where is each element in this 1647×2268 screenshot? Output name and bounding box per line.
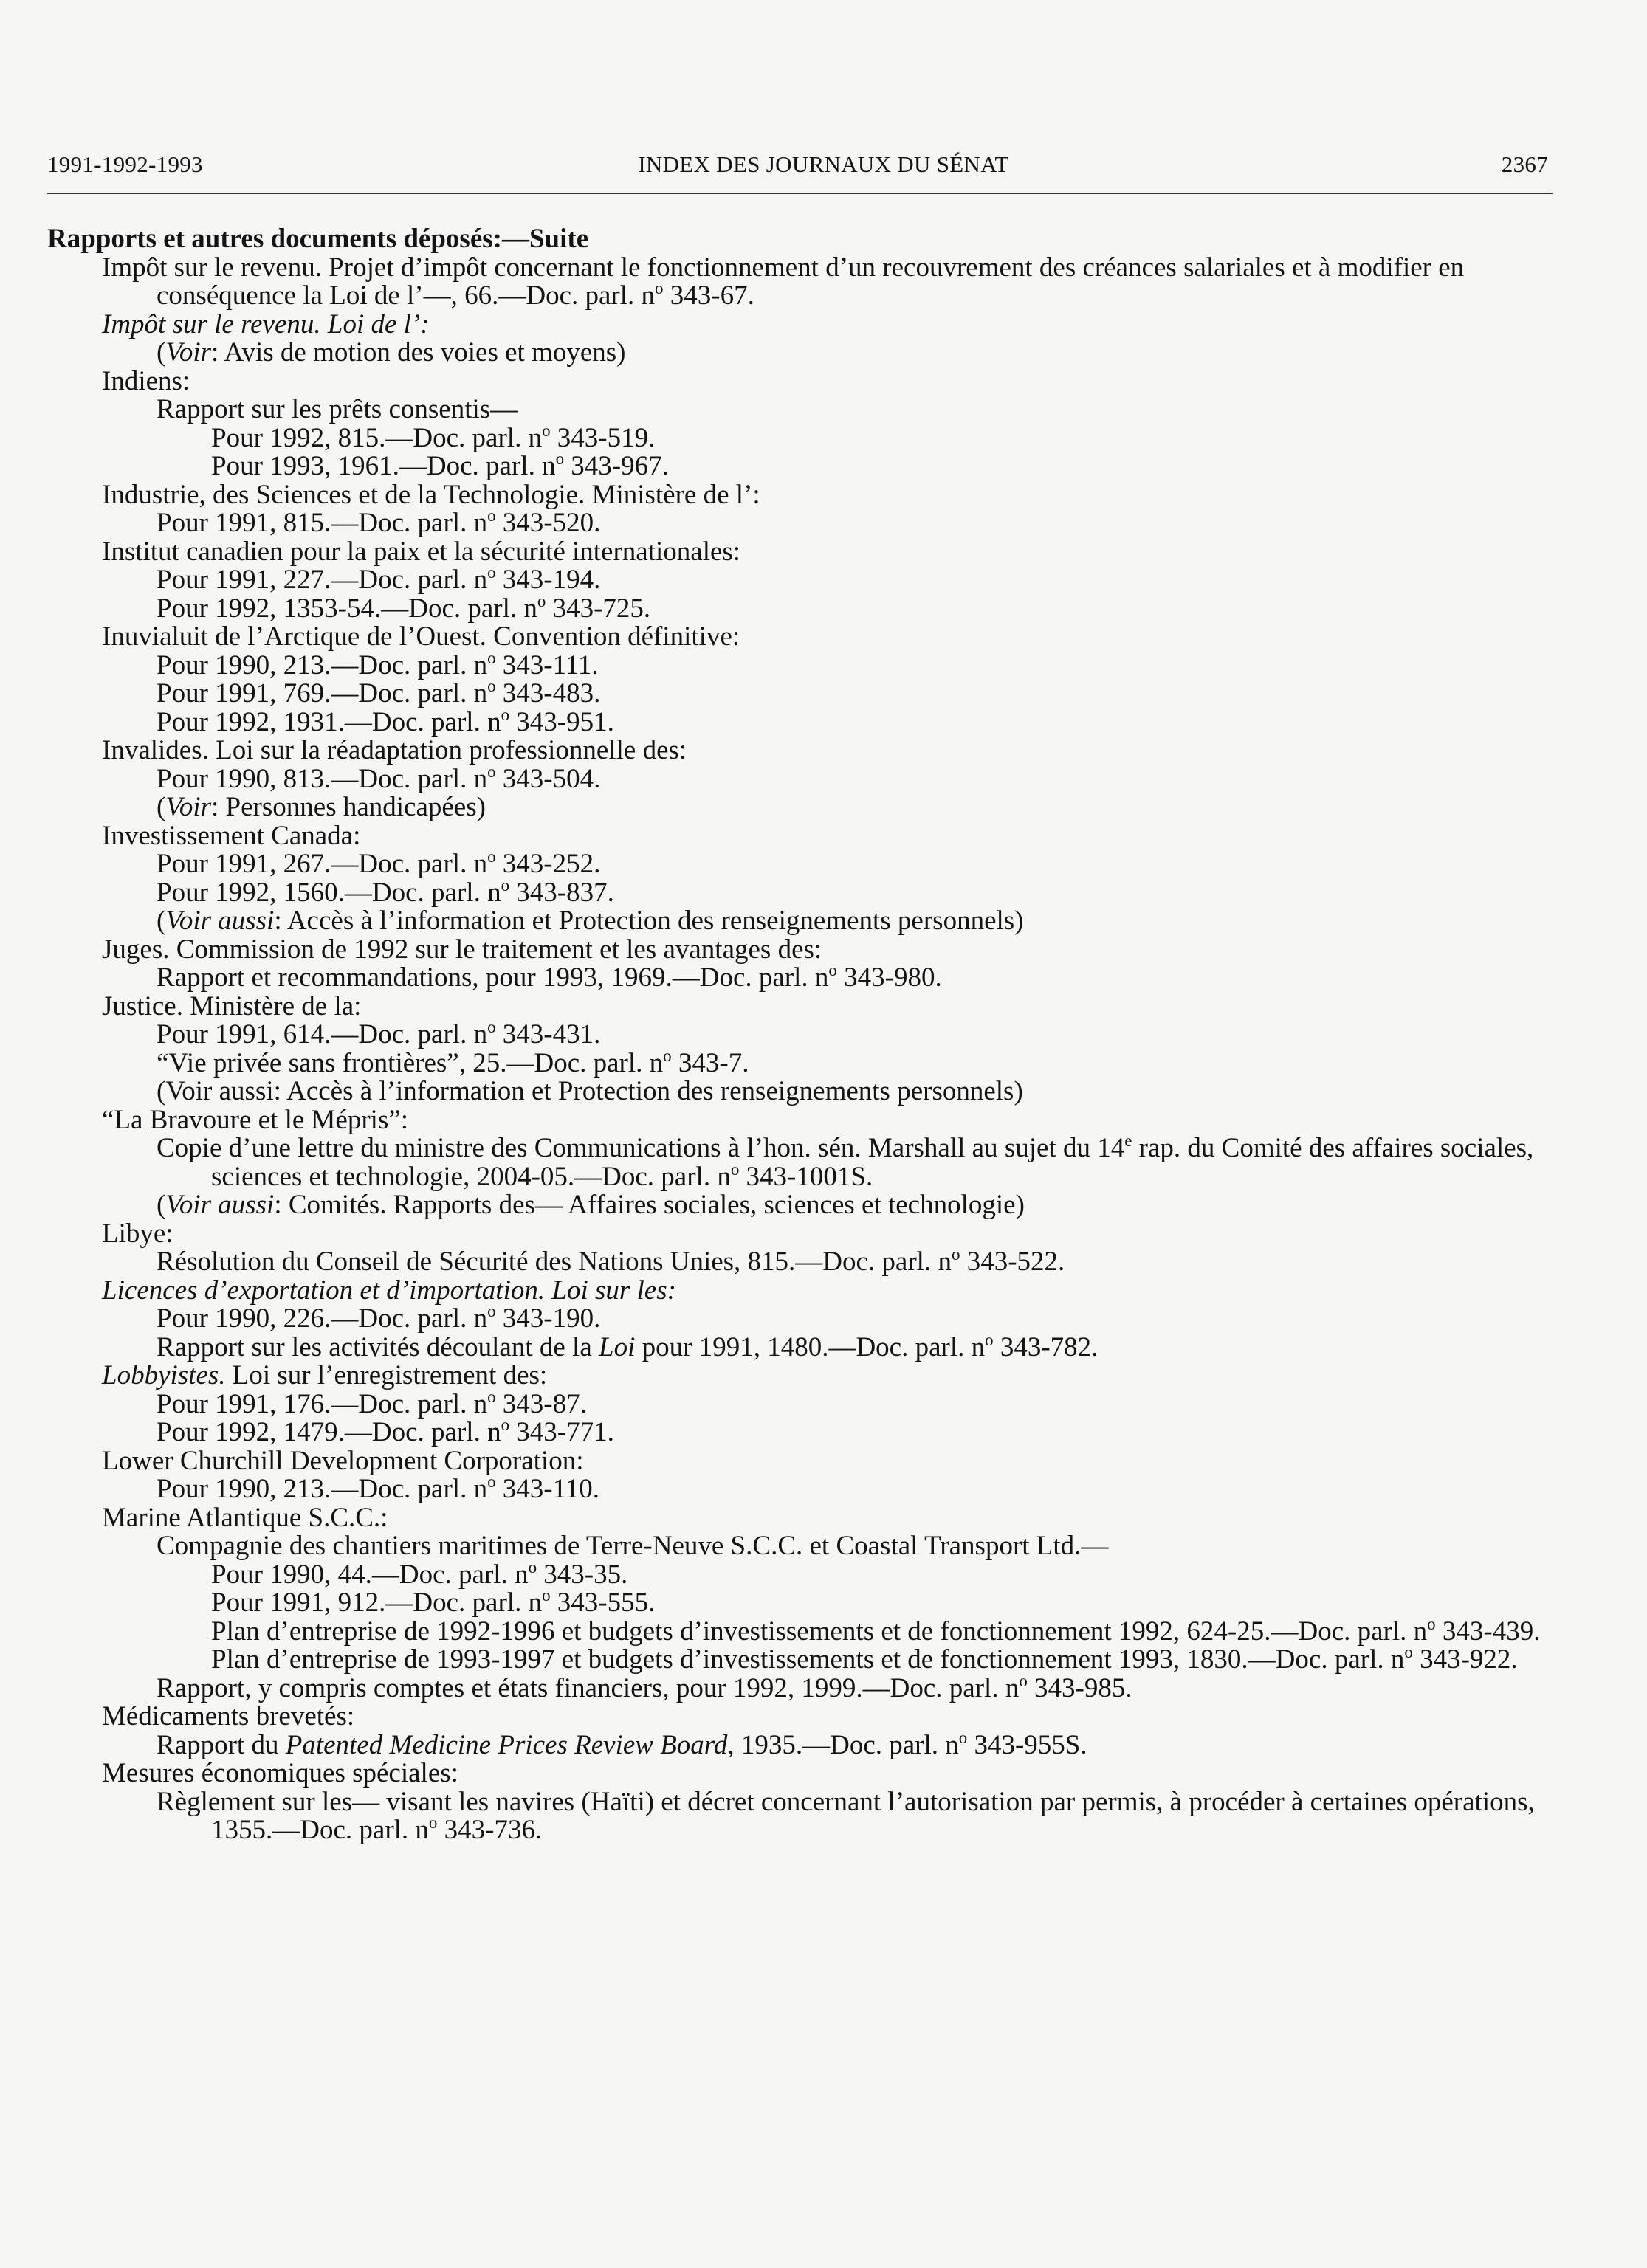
entry-text: 343-190. <box>495 1303 601 1334</box>
entry-text: 343-194. <box>495 565 601 595</box>
entry-text: Rapport sur les prêts consentis— <box>157 394 518 424</box>
entry-text: o <box>555 449 565 468</box>
entry-text: o <box>958 1728 968 1747</box>
entry-text: Pour 1991, 227.—Doc. parl. n <box>157 565 488 595</box>
entry-text: Impôt sur le revenu. Loi de l’: <box>102 309 430 339</box>
entry-text: Pour 1993, 1961.—Doc. parl. n <box>211 451 556 481</box>
entry-text: Pour 1991, 912.—Doc. parl. n <box>211 1588 543 1618</box>
entry-text: Voir <box>165 337 212 368</box>
entry-text: o <box>1427 1614 1436 1633</box>
index-entry <box>47 1728 1553 1760</box>
entry-text: Pour 1992, 815.—Doc. parl. n <box>211 422 543 453</box>
index-entry <box>47 254 1553 311</box>
index-entries <box>47 225 1553 1845</box>
index-entry <box>47 421 1553 453</box>
entry-text: o <box>537 591 546 610</box>
index-entry <box>47 990 1553 1021</box>
index-entry <box>47 1078 1553 1106</box>
entry-text: Rapports et autres documents déposés:— <box>47 224 529 254</box>
entry-text: Copie d’une lettre du ministre des Communications à l’hon. sén. Marshall au sujet du 14 <box>157 1133 1125 1163</box>
section-heading <box>47 225 1553 254</box>
index-entry <box>47 1703 1553 1731</box>
entry-text: 343-985. <box>1027 1672 1132 1703</box>
index-entry <box>47 591 1553 624</box>
entry-text: o <box>1404 1642 1413 1661</box>
header-years: 1991-1992-1993 <box>47 151 203 177</box>
entry-text: 343-922. <box>1412 1644 1518 1675</box>
index-entry <box>47 907 1553 936</box>
entry-text: 343-519. <box>550 422 656 453</box>
entry-text: o <box>487 1472 496 1491</box>
entry-text: Investissement Canada: <box>102 820 361 851</box>
entry-text: Indiens: <box>102 365 190 396</box>
index-entry <box>47 562 1553 595</box>
entry-text: o <box>487 847 496 866</box>
entry-text: Pour 1990, 226.—Doc. parl. n <box>157 1303 488 1334</box>
entry-text: Patented Medicine Prices Review Board <box>285 1729 728 1760</box>
entry-text: o <box>828 960 837 979</box>
entry-text: Impôt sur le revenu. Projet d’impôt concernant le fonctionnement d’un recouvrement des créances salariales et à modifier en conséquence la Loi de l’—, 66.—Doc. parl. n <box>102 252 1465 311</box>
index-entry <box>47 1415 1553 1447</box>
entry-text: o <box>487 1017 496 1036</box>
index-entry <box>47 1472 1553 1504</box>
index-entry <box>47 1614 1553 1647</box>
entry-text: Invalides. Loi sur la réadaptation professionnelle des: <box>102 735 687 765</box>
entry-text: Pour 1990, 213.—Doc. parl. n <box>157 1474 488 1504</box>
entry-text: Licences d’exportation et d’importation. Loi sur les: <box>102 1275 676 1306</box>
entry-text: Mesures économiques spéciales: <box>102 1758 458 1788</box>
entry-text: Rapport du <box>157 1729 286 1760</box>
entry-text: , 1935.—Doc. parl. n <box>727 1729 959 1760</box>
entry-text: Médicaments brevetés: <box>102 1701 355 1731</box>
entry-text: o <box>487 1301 496 1320</box>
index-entry <box>47 1106 1553 1135</box>
index-entry <box>47 762 1553 794</box>
entry-text: 343-111. <box>495 649 599 680</box>
entry-text: ( <box>157 1190 166 1220</box>
index-entry <box>47 875 1553 908</box>
entry-text: o <box>487 506 496 525</box>
entry-text: Pour 1992, 1931.—Doc. parl. n <box>157 706 501 737</box>
index-entry <box>47 960 1553 993</box>
entry-text: ( <box>157 337 166 368</box>
index-entry <box>47 1362 1553 1390</box>
index-entry <box>47 822 1553 851</box>
entry-text: Pour 1990, 813.—Doc. parl. n <box>157 763 488 794</box>
index-entry <box>47 1046 1553 1078</box>
index-entry <box>47 339 1553 368</box>
entry-text: o <box>542 421 551 440</box>
index-entry <box>47 936 1553 965</box>
entry-text: 343-967. <box>564 451 669 481</box>
page-number: 2367 <box>1501 151 1548 177</box>
index-entry <box>47 623 1553 652</box>
entry-text: Loi sur l’enregistrement des: <box>225 1360 548 1390</box>
index-entry <box>47 506 1553 538</box>
entry-text: 343-110. <box>495 1474 599 1504</box>
index-entry <box>47 847 1553 879</box>
entry-text: o <box>985 1330 994 1349</box>
index-entry <box>47 1642 1553 1675</box>
entry-text: o <box>663 1046 672 1065</box>
entry-text: Voir <box>165 792 212 822</box>
entry-text: Inuvialuit de l’Arctique de l’Ouest. Convention définitive: <box>102 621 740 652</box>
entry-text: Voir aussi <box>165 906 275 936</box>
entry-text: e <box>1124 1131 1132 1150</box>
index-entry <box>47 396 1553 424</box>
entry-text: 343-520. <box>495 508 601 538</box>
entry-text: (Voir aussi: Accès à l’information et Protection des renseignements personnels) <box>157 1076 1023 1106</box>
entry-text: 343-771. <box>509 1417 614 1447</box>
index-entry <box>47 737 1553 765</box>
entry-text: Pour 1991, 176.—Doc. parl. n <box>157 1388 488 1419</box>
entry-text: : Accès à l’information et Protection des renseignements personnels) <box>274 906 1024 936</box>
entry-text: Pour 1992, 1353-54.—Doc. parl. n <box>157 593 537 624</box>
entry-text: Rapport et recommandations, pour 1993, 1969.—Doc. parl. n <box>157 962 829 993</box>
index-entry <box>47 648 1553 680</box>
index-entry <box>47 365 1553 396</box>
entry-text: : Personnes handicapées) <box>211 792 486 822</box>
page-title: INDEX DES JOURNAUX DU SÉNAT <box>638 151 1009 177</box>
entry-text: Rapport sur les activités découlant de la <box>157 1331 599 1362</box>
index-entry <box>47 1131 1553 1192</box>
entry-text: Pour 1991, 815.—Doc. parl. n <box>157 508 488 538</box>
entry-text: o <box>730 1159 740 1179</box>
entry-text: Libye: <box>102 1218 173 1249</box>
entry-text: Lower Churchill Development Corporation: <box>102 1445 584 1476</box>
entry-text: 343-504. <box>495 763 601 794</box>
index-entry <box>47 1330 1553 1362</box>
index-entry <box>47 311 1553 339</box>
entry-text: Pour 1990, 213.—Doc. parl. n <box>157 649 488 680</box>
entry-text: 343-955S. <box>967 1729 1087 1760</box>
entry-text: o <box>487 676 496 695</box>
entry-text: o <box>655 278 664 297</box>
entry-text: Pour 1992, 1479.—Doc. parl. n <box>157 1417 501 1447</box>
index-entry <box>47 449 1553 481</box>
entry-text: o <box>428 1813 438 1832</box>
entry-text: Justice. Ministère de la: <box>102 990 362 1021</box>
index-entry <box>47 676 1553 709</box>
entry-text: 343-483. <box>495 678 601 709</box>
index-entry <box>47 1387 1553 1419</box>
entry-text: o <box>501 705 510 724</box>
entry-text: o <box>501 1415 510 1434</box>
entry-text: Suite <box>529 224 589 254</box>
index-entry <box>47 1447 1553 1476</box>
entry-text: 343-782. <box>993 1331 1098 1362</box>
entry-text: 343-980. <box>836 962 942 993</box>
index-entry <box>47 1017 1553 1049</box>
index-entry <box>47 1244 1553 1277</box>
entry-text: Pour 1991, 267.—Doc. parl. n <box>157 849 488 879</box>
entry-text: 343-522. <box>960 1247 1065 1277</box>
entry-text: Pour 1992, 1560.—Doc. parl. n <box>157 877 501 908</box>
header-rule <box>47 193 1553 194</box>
entry-text: Loi <box>599 1331 636 1362</box>
index-entry <box>47 1220 1553 1249</box>
index-entry <box>47 1585 1553 1618</box>
entry-text: “Vie privée sans frontières”, 25.—Doc. parl. n <box>157 1047 664 1078</box>
entry-text: Voir aussi <box>165 1190 275 1220</box>
entry-text: 343-837. <box>509 877 614 908</box>
entry-text: Juges. Commission de 1992 sur le traitement et les avantages des: <box>102 934 822 965</box>
entry-text: Plan d’entreprise de 1993-1997 et budgets d’investissements et de fonctionnement 1993, 1830.—Doc. parl. n <box>211 1644 1405 1675</box>
entry-text: ( <box>157 792 166 822</box>
entry-text: 343-87. <box>495 1388 587 1419</box>
entry-text: Institut canadien pour la paix et la sécurité internationales: <box>102 536 741 567</box>
entry-text: : Comités. Rapports des— Affaires sociales, sciences et technologie) <box>274 1190 1025 1220</box>
index-entry <box>47 1191 1553 1220</box>
entry-text: 343-736. <box>437 1815 543 1845</box>
index-entry <box>47 1277 1553 1306</box>
entry-text: Lobbyistes. <box>102 1360 226 1390</box>
index-entry <box>47 705 1553 737</box>
entry-text: 343-252. <box>495 849 601 879</box>
entry-text: o <box>501 875 510 895</box>
entry-text: 343-431. <box>495 1019 601 1049</box>
entry-text: rap. du Comité des affaires sociales, sciences et technologie, 2004-05.—Doc. parl. n <box>211 1133 1534 1192</box>
entry-text: 343-951. <box>509 706 614 737</box>
entry-text: : Avis de motion des voies et moyens) <box>211 337 626 368</box>
entry-text: “La Bravoure et le Mépris”: <box>102 1104 409 1135</box>
entry-text: 343-725. <box>546 593 651 624</box>
entry-text: Industrie, des Sciences et de la Technologie. Ministère de l’: <box>102 479 760 510</box>
index-entry <box>47 793 1553 822</box>
entry-text: o <box>528 1557 537 1576</box>
index-entry <box>47 538 1553 567</box>
entry-text: Pour 1991, 614.—Doc. parl. n <box>157 1019 488 1049</box>
index-entry <box>47 1301 1553 1334</box>
entry-text: 343-67. <box>663 280 754 311</box>
index-entry <box>47 1532 1553 1561</box>
entry-text: 343-439. <box>1435 1616 1541 1647</box>
entry-text: o <box>542 1585 551 1605</box>
entry-text: 343-7. <box>671 1047 749 1078</box>
index-entry <box>47 1557 1553 1590</box>
entry-text: o <box>951 1244 960 1264</box>
index-entry <box>47 1504 1553 1533</box>
entry-text: o <box>487 562 496 582</box>
entry-text: o <box>1019 1671 1028 1690</box>
index-entry <box>47 481 1553 510</box>
index-entry <box>47 1788 1553 1845</box>
entry-text: o <box>487 762 496 781</box>
entry-text: 343-555. <box>550 1588 656 1618</box>
index-entry <box>47 1671 1553 1703</box>
entry-text: Règlement sur les— visant les navires (Haïti) et décret concernant l’autorisation par permis, à procéder à certaines opérations, 1355.—Doc. parl. n <box>157 1786 1535 1845</box>
entry-text: Compagnie des chantiers maritimes de Terre-Neuve S.C.C. et Coastal Transport Ltd.— <box>157 1531 1109 1561</box>
entry-text: Pour 1991, 769.—Doc. parl. n <box>157 678 488 709</box>
entry-text: Plan d’entreprise de 1992-1996 et budgets d’investissements et de fonctionnement 1992, 624-25.—Doc. parl. n <box>211 1616 1428 1647</box>
entry-text: o <box>487 1387 496 1406</box>
entry-text: Résolution du Conseil de Sécurité des Nations Unies, 815.—Doc. parl. n <box>157 1247 952 1277</box>
entry-text: pour 1991, 1480.—Doc. parl. n <box>635 1331 986 1362</box>
entry-text: Rapport, y compris comptes et états financiers, pour 1992, 1999.—Doc. parl. n <box>157 1672 1020 1703</box>
entry-text: o <box>487 648 496 667</box>
index-entry <box>47 1759 1553 1788</box>
entry-text: Marine Atlantique S.C.C.: <box>102 1502 388 1533</box>
entry-text: Pour 1990, 44.—Doc. parl. n <box>211 1559 529 1590</box>
entry-text: 343-1001S. <box>739 1161 873 1192</box>
entry-text: 343-35. <box>537 1559 628 1590</box>
entry-text: ( <box>157 906 166 936</box>
